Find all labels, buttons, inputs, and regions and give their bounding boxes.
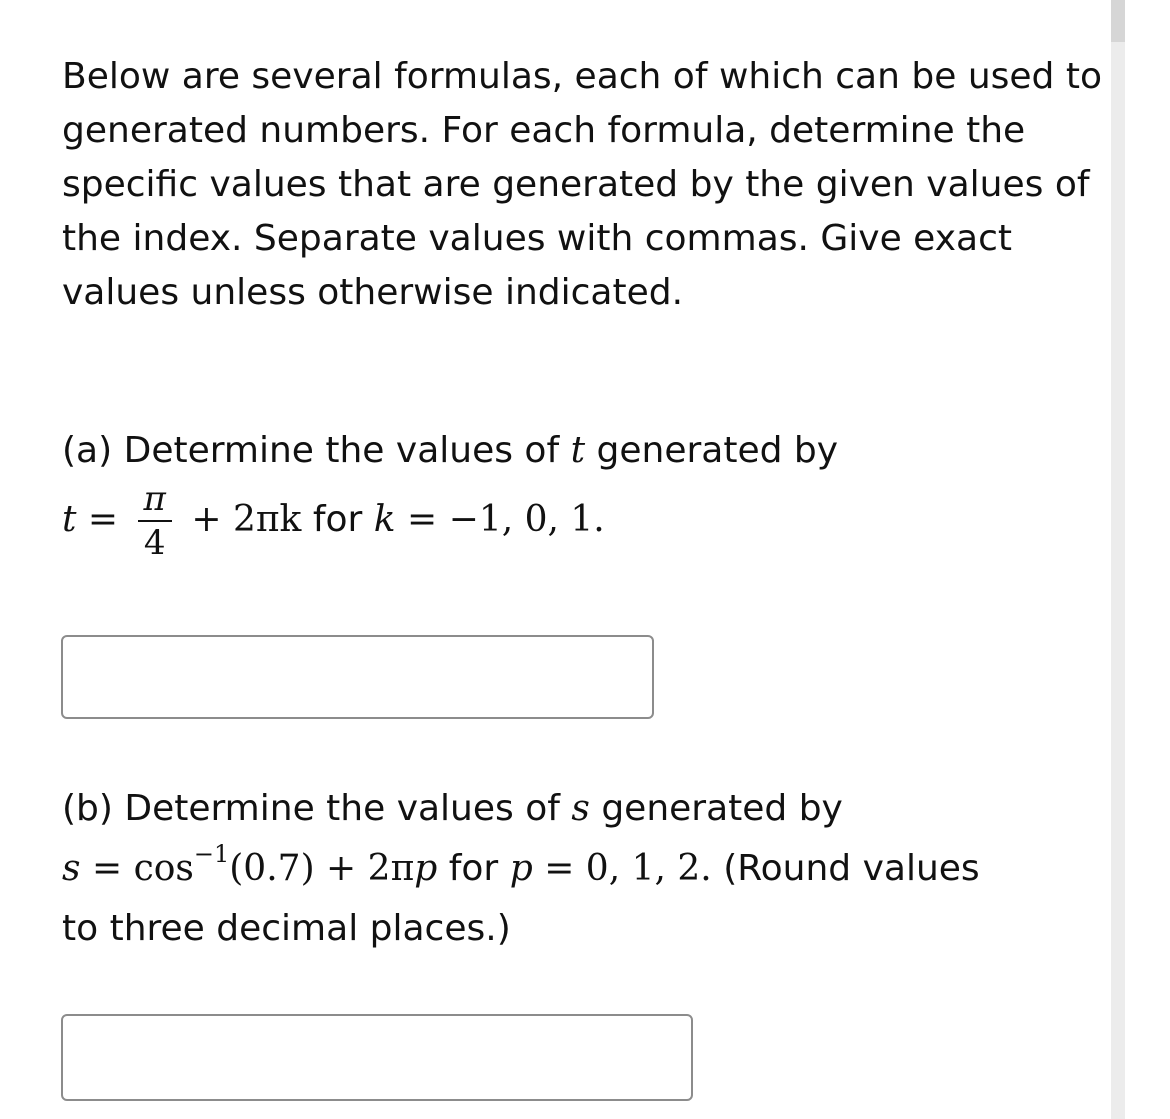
part-a-index-values: = −1, 0, 1. — [407, 499, 605, 540]
part-a — [62, 424, 1102, 564]
part-b-suffix: generated by — [601, 788, 843, 829]
part-a-for: for — [312, 499, 363, 540]
part-a-index-var: k — [373, 499, 396, 540]
part-b-formula — [62, 842, 980, 899]
part-b-label: (b) Determine the values of — [62, 788, 560, 829]
part-b-variable: s — [571, 788, 590, 829]
part-a-prompt — [62, 424, 838, 478]
fraction-numerator: π — [138, 480, 172, 522]
part-b-for: for — [448, 848, 499, 889]
scrollbar-thumb[interactable] — [1111, 0, 1125, 42]
part-b — [62, 782, 1112, 962]
part-b-equals: = — [91, 848, 123, 889]
part-b-lhs: s — [62, 848, 81, 889]
part-a-formula — [62, 480, 605, 562]
round-note-continued: to three decimal places.) — [62, 908, 511, 949]
scrollbar[interactable] — [1111, 0, 1125, 1119]
part-a-suffix: generated by — [596, 430, 839, 471]
inverse-exponent: −1 — [193, 840, 230, 868]
fraction-denominator: 4 — [143, 523, 166, 563]
part-a-equals: = — [87, 499, 119, 540]
part-a-variable: t — [570, 430, 586, 471]
part-a-lhs: t — [62, 499, 77, 540]
cos-function: cos — [133, 848, 194, 889]
part-b-index-values: = 0, 1, 2. — [544, 848, 712, 889]
part-b-argument: (0.7) + 2π — [229, 848, 415, 889]
part-a-answer-input[interactable] — [61, 635, 654, 719]
part-a-label: (a) Determine the values of — [62, 430, 560, 471]
part-b-prompt — [62, 782, 843, 836]
part-b-answer-input[interactable] — [61, 1014, 693, 1101]
instructions-text: Below are several formulas, each of which can be used to generated numbers. For each formula, determine the specific values that are generated by the given values of the index. Separate values with commas. Give exact values unless otherwise indicated. — [62, 56, 1102, 313]
part-b-index-var: p — [509, 848, 533, 889]
part-b-arg-var: p — [414, 848, 438, 889]
pi-over-four-fraction — [138, 480, 172, 562]
round-note: (Round values — [723, 848, 980, 889]
part-a-plus-term: + 2πk — [191, 499, 302, 540]
